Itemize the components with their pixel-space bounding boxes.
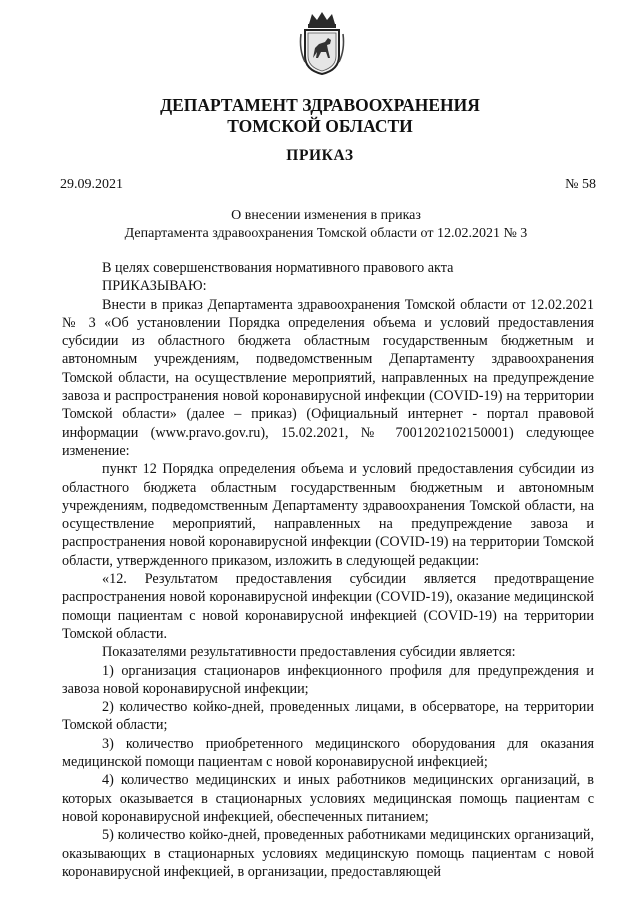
- list-item: 4) количество медицинских и иных работников медицинских организаций, в которых оказывается в стационарных условиях медицинская помощь пациентам с новой коронавирусной инфекцией, обеспеченных питанием;: [62, 772, 594, 825]
- paragraph-indicators: Показателями результативности предоставления субсидии является:: [102, 644, 516, 661]
- org-name-line1: ДЕПАРТАМЕНТ ЗДРАВООХРАНЕНИЯ: [160, 95, 480, 115]
- list-item: 2) количество койко-дней, проведенных лицами, в обсерваторе, на территории Томской области;: [62, 699, 594, 734]
- paragraph-new-text: «12. Результатом предоставления субсидии является предотвращение распространения новой коронавирусной инфекции (COVID-19), оказание медицинской помощи пациентам с новой коронавирусной инфекцией (COVID-19) на территории Томской области.: [62, 571, 594, 642]
- subject-line2: Департамента здравоохранения Томской области от 12.02.2021 № 3: [124, 226, 528, 241]
- paragraph-intro: В целях совершенствования нормативного правового акта: [102, 260, 454, 276]
- list-item: 5) количество койко-дней, проведенных работниками медицинских организаций, оказывающих в стационарных условиях медицинскую помощь пациентам с новой коронавирусной инфекцией, в организации, предоставляющей: [62, 827, 594, 880]
- document-date: 29.09.2021: [60, 177, 123, 192]
- document-type: ПРИКАЗ: [286, 147, 354, 164]
- paragraph-point-12: пункт 12 Порядка определения объема и условий предоставления субсидии из областного бюджета областным государственным бюджетным и автономным учреждениям, подведомственным Департаменту здравоохранения Томской области, на осуществление мероприятий, направленных на предупреждение завоза и распространения новой коронавирусной инфекции (COVID-19) на территории Томской области, утвержденного приказом, изложить в следующей редакции:: [62, 461, 594, 569]
- paragraph-order-word: ПРИКАЗЫВАЮ:: [102, 278, 207, 295]
- list-item: 3) количество приобретенного медицинского оборудования для оказания медицинской помощи пациентам с новой коронавирусной инфекцией;: [62, 735, 594, 771]
- document-body: [62, 259, 594, 881]
- org-name-line2: ТОМСКОЙ ОБЛАСТИ: [227, 116, 413, 136]
- subject-line1: О внесении изменения в приказ: [231, 208, 421, 223]
- document-number: № 58: [565, 177, 596, 192]
- list-item: 1) организация стационаров инфекционного профиля для предупреждения и завоза новой коронавирусной инфекции;: [62, 662, 594, 697]
- paragraph-amendment: Внести в приказ Департамента здравоохранения Томской области от 12.02.2021 № 3 «Об установлении Порядка определения объема и условий предоставления субсидии из областного бюджета областным государственным бюджетным и автономным учреждениям, подведомственным Департаменту здравоохранения Томской области, на осуществление мероприятий, направленных на предупреждение завоза и распространения новой коронавирусной инфекции (COVID-19) на территории Томской области» (далее – приказ) (Официальный интернет - портал правовой информации (www.pravo.gov.ru), 15.02.2021, № 7001202102150001) следующее изменение:: [62, 296, 594, 459]
- coat-of-arms-icon: [297, 10, 347, 76]
